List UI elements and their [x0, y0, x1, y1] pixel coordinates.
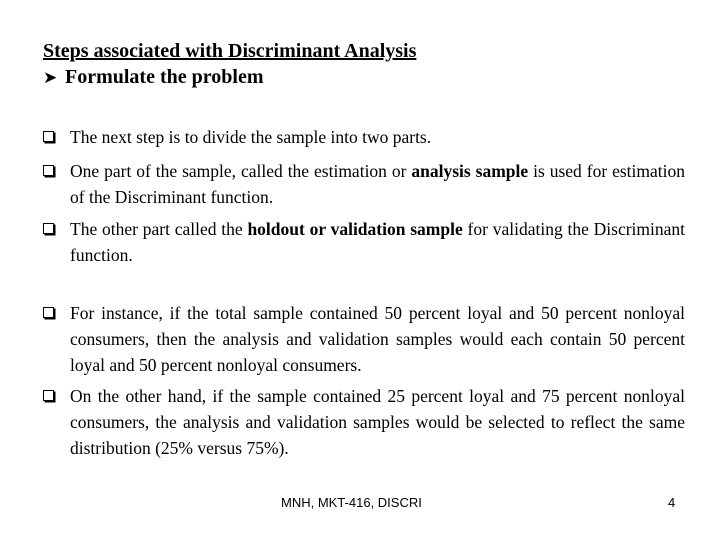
- bullet-text: One part of the sample, called the estimation or: [70, 161, 412, 181]
- bullet-1: [43, 124, 685, 150]
- bullet-item: [43, 300, 685, 378]
- bullet-item: [43, 216, 685, 268]
- bullet-text: On the other hand, if the sample contained 25 percent loyal and 75 percent nonloyal consumers, the analysis and validation samples would be selected to reflect the same distribution (25% versus 75%).: [70, 386, 685, 458]
- bullet-text: is used for estimation of the Discriminant function.: [70, 161, 686, 207]
- footer-text: MNH, MKT-416, DISCRI: [281, 495, 422, 510]
- slide-heading: [43, 38, 416, 91]
- bullet-bold-term: analysis sample: [411, 161, 529, 181]
- bullet-item: [43, 124, 685, 150]
- checkbox-bullet-icon: [43, 223, 54, 234]
- checkbox-bullet-icon: [43, 131, 54, 142]
- bullet-item: [43, 383, 685, 461]
- checkbox-bullet-icon: [43, 307, 54, 318]
- bullet-3: [43, 216, 685, 268]
- bullet-text: for validating the Discriminant function.: [70, 219, 686, 265]
- slide-title: Steps associated with Discriminant Analysis: [43, 40, 417, 62]
- subtitle-row: [43, 64, 416, 91]
- page-number: 4: [668, 495, 676, 510]
- slide-subtitle: Formulate the problem: [65, 66, 264, 88]
- bullet-item: [43, 158, 685, 210]
- bullet-5: [43, 383, 685, 461]
- bullet-2: [43, 158, 685, 210]
- checkbox-bullet-icon: [43, 390, 54, 401]
- bullet-4: [43, 300, 685, 378]
- bullet-text: The next step is to divide the sample into two parts.: [70, 127, 432, 147]
- arrow-bullet-icon: ➤: [43, 68, 58, 88]
- bullet-text: For instance, if the total sample contained 50 percent loyal and 50 percent nonloyal consumers, then the analysis and validation samples would each contain 50 percent loyal and 50 percent nonloyal consumers.: [70, 303, 685, 375]
- checkbox-bullet-icon: [43, 165, 54, 176]
- bullet-text: The other part called the: [70, 219, 248, 239]
- bullet-bold-term: holdout or validation sample: [247, 219, 463, 239]
